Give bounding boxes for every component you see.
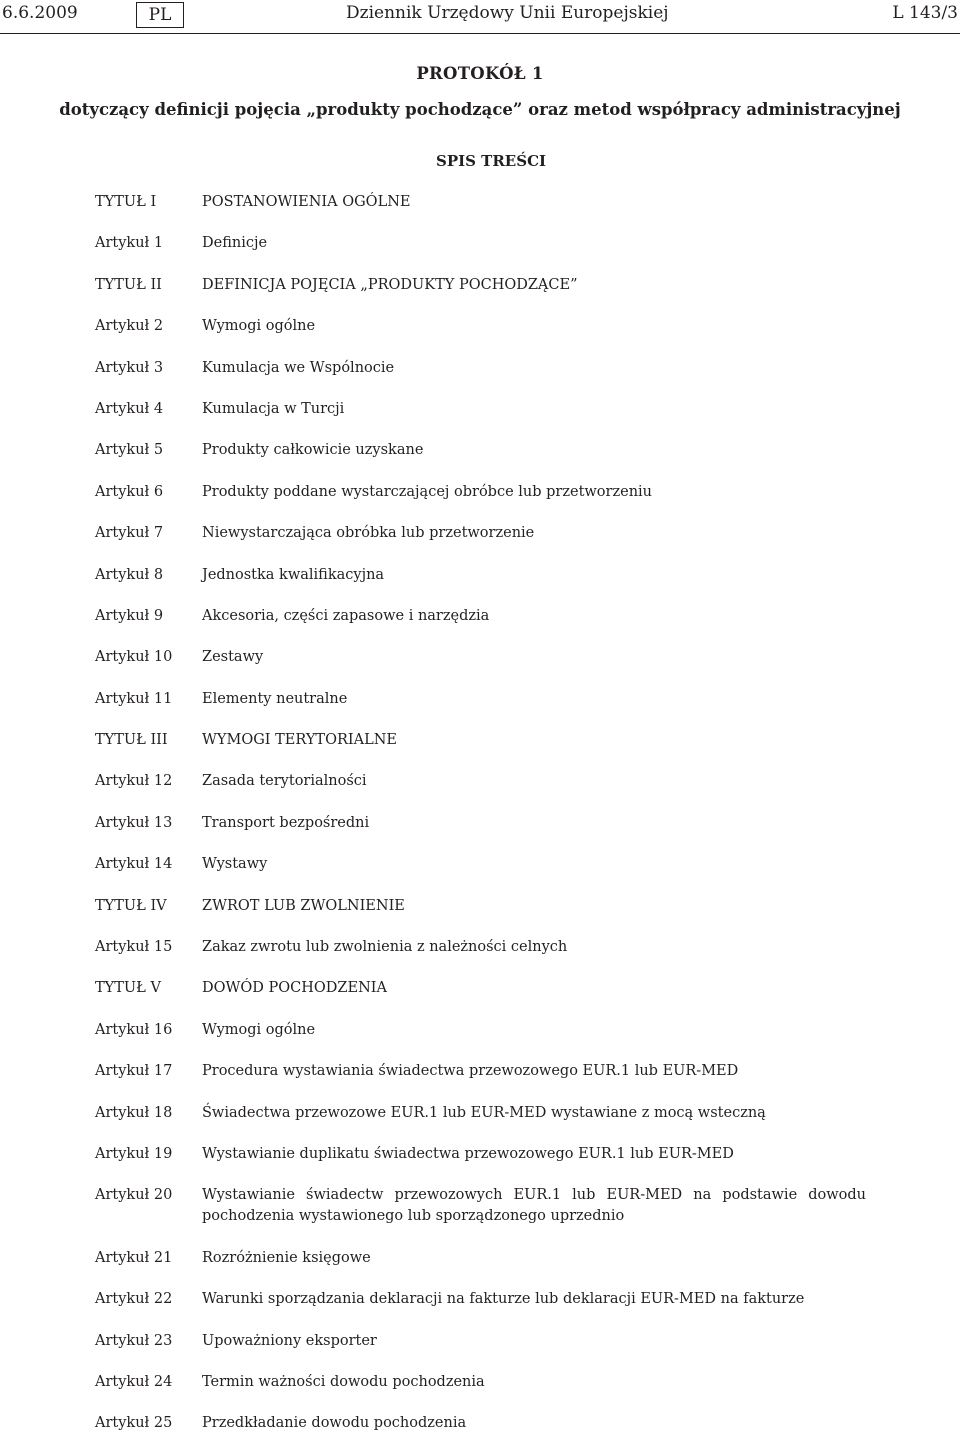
toc-label: TYTUŁ IV (95, 897, 167, 914)
toc-row (0, 689, 960, 710)
toc-entry-text: Wystawianie duplikatu świadectwa przewozowego EUR.1 lub EUR-MED (202, 1145, 734, 1162)
toc-row (0, 482, 960, 503)
toc-row (0, 1144, 960, 1165)
toc-entry-text: Przedkładanie dowodu pochodzenia (202, 1415, 467, 1432)
toc-row (0, 896, 960, 917)
toc-entry-text: Wymogi ogólne (202, 1021, 316, 1038)
toc-entry-text: Wystawy (202, 856, 268, 873)
toc-label: Artykuł 2 (95, 318, 164, 335)
toc-row (0, 565, 960, 586)
toc-entry-text: Elementy neutralne (202, 690, 348, 707)
toc-entry-text: Warunki sporządzania deklaracji na fakturze lub deklaracji EUR-MED na fakturze (202, 1291, 805, 1308)
toc-label: Artykuł 25 (95, 1415, 173, 1432)
toc-entry-text: Niewystarczająca obróbka lub przetworzenie (202, 525, 535, 542)
toc-entry-text: Transport bezpośredni (202, 814, 370, 831)
toc-row (0, 730, 960, 751)
toc-entry-text: Świadectwa przewozowe EUR.1 lub EUR-MED wystawiane z mocą wsteczną (202, 1104, 766, 1121)
toc-row (0, 523, 960, 544)
toc-label: Artykuł 21 (95, 1249, 173, 1266)
toc-label: Artykuł 3 (95, 359, 164, 376)
toc-label: Artykuł 19 (95, 1145, 173, 1162)
toc-row (0, 813, 960, 834)
toc-row (0, 647, 960, 668)
toc-label: TYTUŁ II (95, 276, 162, 293)
toc-label: Artykuł 17 (95, 1063, 173, 1080)
toc-entry-text: Produkty całkowicie uzyskane (202, 442, 424, 459)
toc-row (0, 1061, 960, 1082)
toc-label: Artykuł 8 (95, 566, 164, 583)
protocol-title: PROTOKÓŁ 1 (416, 64, 544, 83)
toc-row (0, 358, 960, 379)
toc-label: Artykuł 7 (95, 525, 164, 542)
toc-entry-text: Akcesoria, części zapasowe i narzędzia (202, 607, 490, 624)
journal-title: Dziennik Urzędowy Unii Europejskiej (346, 3, 669, 23)
publication-date: 6.6.2009 (2, 3, 78, 23)
toc-entry-text: DEFINICJA POJĘCIA „PRODUKTY POCHODZĄCE” (202, 276, 578, 293)
toc-label: Artykuł 24 (95, 1373, 173, 1390)
toc-label: Artykuł 6 (95, 483, 164, 500)
toc-entry-text: Wystawianie świadectw przewozowych EUR.1 lub EUR-MED na podstawie dowodu pochodzenia wystawionego lub sporządzonego uprzednio (202, 1187, 866, 1225)
toc-entry-text: Jednostka kwalifikacyjna (202, 566, 385, 583)
toc-entry-text: Zestawy (202, 649, 264, 666)
toc-label: Artykuł 16 (95, 1021, 173, 1038)
toc-row (0, 1185, 960, 1227)
toc-row (0, 937, 960, 958)
toc-label: Artykuł 15 (95, 939, 173, 956)
toc-label: TYTUŁ III (95, 732, 168, 749)
toc-label: Artykuł 10 (95, 649, 173, 666)
language-badge: PL (136, 2, 184, 28)
table-of-contents-heading: SPIS TREŚCI (436, 152, 547, 170)
toc-row (0, 1020, 960, 1041)
toc-entry-text: Wymogi ogólne (202, 318, 316, 335)
toc-row (0, 275, 960, 296)
toc-row (0, 1289, 960, 1310)
toc-entry-text: DOWÓD POCHODZENIA (202, 980, 387, 997)
journal-header (0, 0, 960, 34)
toc-row (0, 316, 960, 337)
toc-entry-text: Rozróżnienie księgowe (202, 1249, 371, 1266)
toc-row (0, 606, 960, 627)
toc-label: TYTUŁ V (95, 980, 161, 997)
toc-row (0, 1248, 960, 1269)
toc-label: Artykuł 18 (95, 1104, 173, 1121)
toc-row (0, 1331, 960, 1352)
toc-label: Artykuł 14 (95, 856, 173, 873)
toc-label: TYTUŁ I (95, 194, 157, 210)
header-divider (0, 33, 960, 34)
toc-row (0, 440, 960, 461)
toc-label: Artykuł 1 (95, 235, 164, 252)
page-reference: L 143/3 (892, 3, 958, 23)
toc-row (0, 192, 960, 213)
protocol-subtitle: dotyczący definicji pojęcia „produkty pochodzące” oraz metod współpracy administracyjnej (59, 100, 901, 119)
toc-entry-text: POSTANOWIENIA OGÓLNE (202, 194, 411, 210)
toc-row (0, 233, 960, 254)
toc-entry-text: Procedura wystawiania świadectwa przewozowego EUR.1 lub EUR-MED (202, 1063, 739, 1080)
toc-row (0, 1103, 960, 1124)
toc-label: Artykuł 22 (95, 1291, 173, 1308)
toc-label: Artykuł 5 (95, 442, 164, 459)
toc-entry-text: Zakaz zwrotu lub zwolnienia z należności celnych (202, 939, 568, 956)
toc-row (0, 399, 960, 420)
toc-row (0, 771, 960, 792)
toc-label: Artykuł 13 (95, 814, 173, 831)
toc-entry-text: Produkty poddane wystarczającej obróbce lub przetworzeniu (202, 483, 653, 500)
toc-entry-text: ZWROT LUB ZWOLNIENIE (202, 897, 405, 914)
toc-entry-text: Kumulacja we Wspólnocie (202, 359, 395, 376)
toc-entry-text: Definicje (202, 235, 268, 252)
toc-entry-text: Termin ważności dowodu pochodzenia (202, 1373, 485, 1390)
toc-entry-text: Kumulacja w Turcji (202, 400, 345, 417)
toc-label: Artykuł 11 (95, 690, 173, 707)
toc-label: Artykuł 4 (95, 400, 164, 417)
toc-row (0, 978, 960, 999)
table-of-contents (0, 192, 960, 1455)
toc-label: Artykuł 23 (95, 1332, 173, 1349)
toc-label: Artykuł 9 (95, 607, 164, 624)
toc-label: Artykuł 20 (95, 1187, 173, 1204)
toc-entry-text: Zasada terytorialności (202, 773, 367, 790)
toc-row (0, 854, 960, 875)
toc-row (0, 1413, 960, 1434)
toc-label: Artykuł 12 (95, 773, 173, 790)
toc-entry-text: Upoważniony eksporter (202, 1332, 377, 1349)
toc-entry-text: WYMOGI TERYTORIALNE (202, 732, 398, 749)
toc-row (0, 1372, 960, 1393)
